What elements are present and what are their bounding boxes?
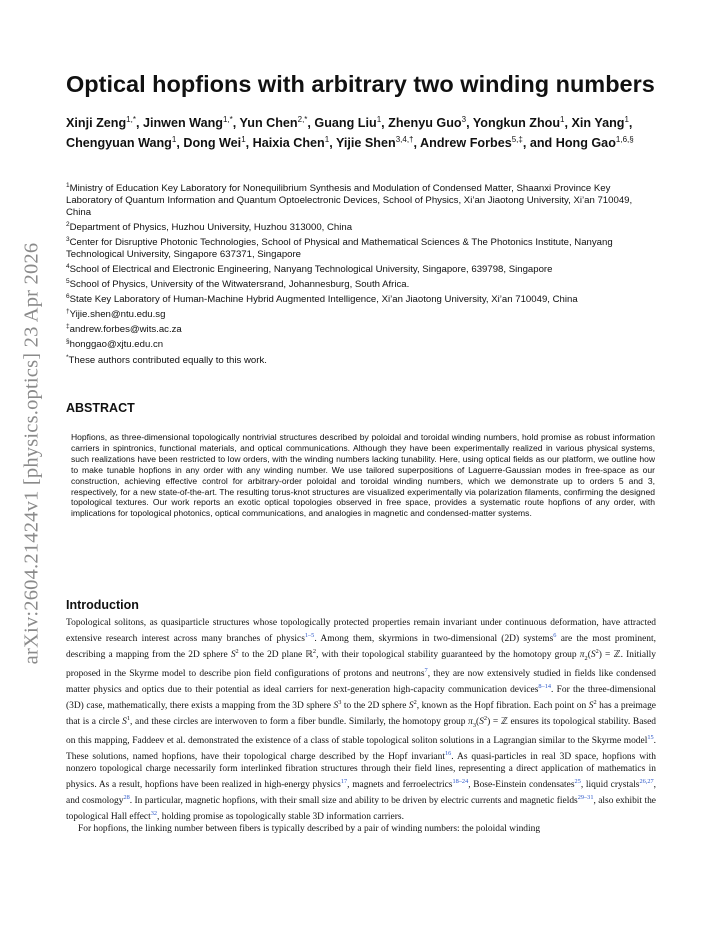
affiliation-item (66, 306, 658, 321)
math-symbol: π (579, 650, 585, 661)
affiliation-marker: 5 (66, 278, 70, 286)
author-name: Yijie Shen (335, 135, 396, 150)
affiliation-marker: 1 (66, 182, 70, 189)
affiliation-text: Department of Physics, Huzhou University, Huzhou 313000, China (69, 222, 353, 234)
abstract-heading: ABSTRACT (66, 401, 135, 415)
citation-link[interactable]: 18–24 (452, 777, 469, 785)
author-affiliation-marker: 5,‡ (511, 134, 523, 144)
citation-link[interactable]: 17 (340, 777, 348, 785)
math-symbol: S (408, 701, 414, 712)
citation-link[interactable]: 32 (150, 810, 158, 818)
affiliation-text: honggao@xjtu.edu.cn (69, 339, 164, 351)
introduction-paragraph-2: For hopfions, the linking number between fibers is typically described by a pair of winding numbers: the poloidal winding (78, 824, 541, 835)
citation-link[interactable]: 25 (574, 777, 581, 785)
affiliation-list (66, 180, 658, 367)
affiliation-item (66, 352, 658, 367)
author-name: Xin Yang (571, 116, 625, 131)
affiliation-item (66, 234, 658, 261)
math-symbol: S (122, 717, 127, 728)
citation-link[interactable]: 28 (123, 794, 130, 802)
affiliation-marker: 4 (66, 263, 70, 270)
affiliation-item (66, 291, 658, 306)
introduction-body (66, 618, 656, 836)
math-subscript: 2 (584, 654, 588, 662)
affiliation-text: These authors contributed equally to this work. (68, 354, 267, 366)
author-affiliation-marker: 1,* (222, 115, 233, 124)
author-affiliation-marker: 3 (461, 115, 467, 124)
arxiv-identifier: arXiv:2604.21424v1 [physics.optics] 23 Apr 2026 (20, 242, 43, 664)
math-superscript: 2 (413, 698, 417, 706)
math-symbol: S (479, 717, 484, 728)
author-affiliation-marker: 3,4,† (395, 134, 414, 144)
affiliation-item (66, 336, 658, 351)
paper-title: Optical hopfions with arbitrary two winding numbers (66, 71, 655, 97)
citation-link[interactable]: 1–5 (304, 631, 315, 639)
affiliation-text: School of Electrical and Electronic Engineering, Nanyang Technological University, Singapore, 639798, Singapore (69, 264, 553, 276)
author-affiliation-marker: 1 (241, 134, 246, 144)
citation-link[interactable]: 7 (424, 666, 428, 674)
math-symbol: S (588, 701, 594, 712)
affiliation-marker: † (66, 308, 70, 316)
author-affiliation-marker: 1,6,§ (615, 134, 634, 144)
math-superscript: 2 (595, 647, 599, 655)
affiliation-item (66, 321, 658, 336)
abstract-body: Hopfions, as three-dimensional topologically nontrivial structures described by poloidal and toroidal winding numbers, hold promise as robust information carriers in spintronics, functional materials, and optical communications. Although they have been experimentally realized in various physical systems, such realizations have been restricted to low orders, with the winding numbers lacking tunability. Here, using optical fields as our platform, we outline how to make tunable hopfions in any order with any winding number. We use tailored superpositions of Laguerre-Gaussian modes in free-space as our construction, achieving effective control for arbitrary-order poloidal and toroidal winding numbers, which we demonstrate up to orders 5 and 3, respectively, for a new state-of-the-art. The resulting torus-knot structures are visualized experimentally via polarization filaments, confirming the designed topological textures. Our work reports an exotic optical topologies observed in free space, provides a systematic route hopfions of any order, with implications for topological photonics, optical communications, and analogies in magnetic and condensed-matter systems. (71, 432, 655, 519)
affiliation-marker: * (66, 353, 69, 361)
author-affiliation-marker: 1 (624, 115, 629, 124)
math-superscript: 2 (235, 647, 239, 655)
author-affiliation-marker: 1 (171, 134, 177, 144)
author-name: Haixia Chen (252, 135, 325, 150)
author-name: Yongkun Zhou (472, 116, 561, 131)
affiliation-marker: 3 (66, 236, 70, 243)
author-name: Andrew Forbes (420, 135, 512, 150)
math-symbol: S (590, 650, 596, 661)
affiliation-text: Center for Disruptive Photonic Technologies, School of Physical and Mathematical Sciences & The Photonics Institute, Nanyang Technological University, Singapore 637371, Singapore (66, 237, 613, 261)
affiliation-item (66, 219, 658, 234)
math-symbol: S (230, 650, 236, 661)
affiliation-text: andrew.forbes@wits.ac.za (69, 324, 182, 336)
author-name: Xinji Zeng (66, 116, 127, 131)
citation-link[interactable]: 29–31 (577, 794, 594, 802)
citation-link[interactable]: 15 (647, 733, 654, 741)
author-affiliation-marker: 1 (560, 115, 565, 124)
author-affiliation-marker: 2,* (297, 115, 308, 124)
author-name: Jinwen Wang (142, 116, 223, 131)
arxiv-stamp (12, 218, 52, 688)
introduction-heading: Introduction (66, 598, 139, 612)
affiliation-marker: 2 (66, 220, 70, 228)
introduction-paragraph-1: Topological solitons, as quasiparticle structures whose topologically protected properties remain invariant under continuous deformation, have attracted extensive research interest across many branches of physics$^{1-5}$. Among them, skyrmions in two-dimensional (2D) systems$^6$ are the most prominent, describing a mapping from the 2D sphere $S^2$ to the 2D plane ℝ$^2$, with their topological stability guaranteed by the homotopy group $\pi_2(S^2)$ = ℤ. Initially proposed in the Skyrme model to describe pion field configurations of protons and neutrons$^7$, they are now extensively studied in fields like condensed matter physics and optics due to their potential as ideal carriers for next-generation high-capacity communication devices$^{8-14}$. For the three-dimensional (3D) case, mathematically, there exists a mapping from the 3D sphere $S^3$ to the 2D sphere $S^2$, known as the Hopf fibration. Each point on $S^2$ has a preimage that is a circle $S^1$, and these circles are interwoven to form a fiber bundle. Similarly, the homotopy group $\pi_3(S^2)$ = ℤ ensures its topological stability. Based on this mapping, Faddeev et al. demonstrated the existence of a class of stable topological soliton solutions in a Lagrangian similar to the Skyrme model$^{15}$. These solutions, named hopfions, have their topological charge described by the Hopf invariant$^{16}$. As quasi-particles in real 3D space, hopfions with nonzero topological charge necessarily form interlinked fibration structures through their field lines, representing a direct application of mathematics in physics. As a result, hopfions have been realized in high-energy physics$^{17}$, magnets and ferroelectrics$^{18-24}$, Bose-Einstein condensates$^{25}$, liquid crystals$^{26,27}$, and cosmology$^{28}$. In particular, magnetic hopfions, with their small size and ability to be driven by electric currents and magnetic fields$^{29-31}$, also exhibit the topological Hall effect$^{32}$, holding promise as topologically stable 3D information carriers. (66, 618, 657, 823)
author-name: Yun Chen (239, 116, 298, 131)
affiliation-item (66, 180, 658, 219)
author-name: Dong Wei (183, 135, 242, 150)
math-symbol: π (468, 717, 473, 728)
author-name: Zhenyu Guo (388, 116, 462, 131)
citation-link[interactable]: 6 (553, 631, 557, 639)
author-name: Guang Liu (314, 116, 377, 131)
author-name: Chengyuan Wang (66, 135, 172, 150)
affiliation-marker: 6 (66, 293, 70, 301)
math-superscript: 2 (483, 715, 488, 723)
affiliation-text: School of Physics, University of the Witwatersrand, Johannesburg, South Africa. (69, 279, 410, 291)
math-superscript: 1 (126, 715, 131, 723)
affiliation-marker: ‡ (66, 323, 70, 331)
author-affiliation-marker: 1 (376, 115, 382, 124)
affiliation-item (66, 276, 658, 291)
affiliation-text: Yijie.shen@ntu.edu.sg (69, 309, 166, 321)
author-affiliation-marker: 1 (324, 134, 330, 144)
math-symbol: S (333, 701, 339, 712)
math-subscript: 3 (472, 722, 477, 730)
math-superscript: 3 (338, 698, 342, 706)
affiliation-item (66, 261, 658, 276)
author-affiliation-marker: 1,* (126, 115, 136, 124)
citation-link[interactable]: 26,27 (639, 777, 654, 785)
citation-link[interactable]: 16 (444, 750, 452, 758)
author-list: Xinji Zeng$^{1,*}$, Jinwen Wang$^{1,*}$, Yun Chen$^{2,*}$, Guang Liu$^1$, Zhenyu Guo$^3$, Yongkun Zhou$^1$, Xin Yang$^1$, Chengyuan Wang$^1$, Dong Wei$^1$, Haixia Chen$^1$, Yijie Shen$^{3,4,\dagger}$, Andrew Forbes$^{5,\ddagger}$, and Hong Gao$^{1,6,\S}$ (66, 115, 634, 150)
affiliation-marker: § (66, 338, 70, 346)
affiliation-text: State Key Laboratory of Human-Machine Hybrid Augmented Intelligence, Xi’an Jiaotong University, Xi’an 710049, China (69, 294, 578, 306)
citation-link[interactable]: 8–14 (538, 682, 551, 690)
math-superscript: 2 (312, 647, 317, 655)
affiliation-text: Ministry of Education Key Laboratory for Nonequilibrium Synthesis and Modulation of Condensed Matter, Shaanxi Province Key Laboratory of Quantum Information and Quantum Optoelectronic Devices, School of Physics, Xi’an Jiaotong University, Xi’an 710049, China (66, 183, 633, 218)
math-superscript: 2 (593, 698, 597, 706)
author-name: Hong Gao (555, 135, 616, 150)
